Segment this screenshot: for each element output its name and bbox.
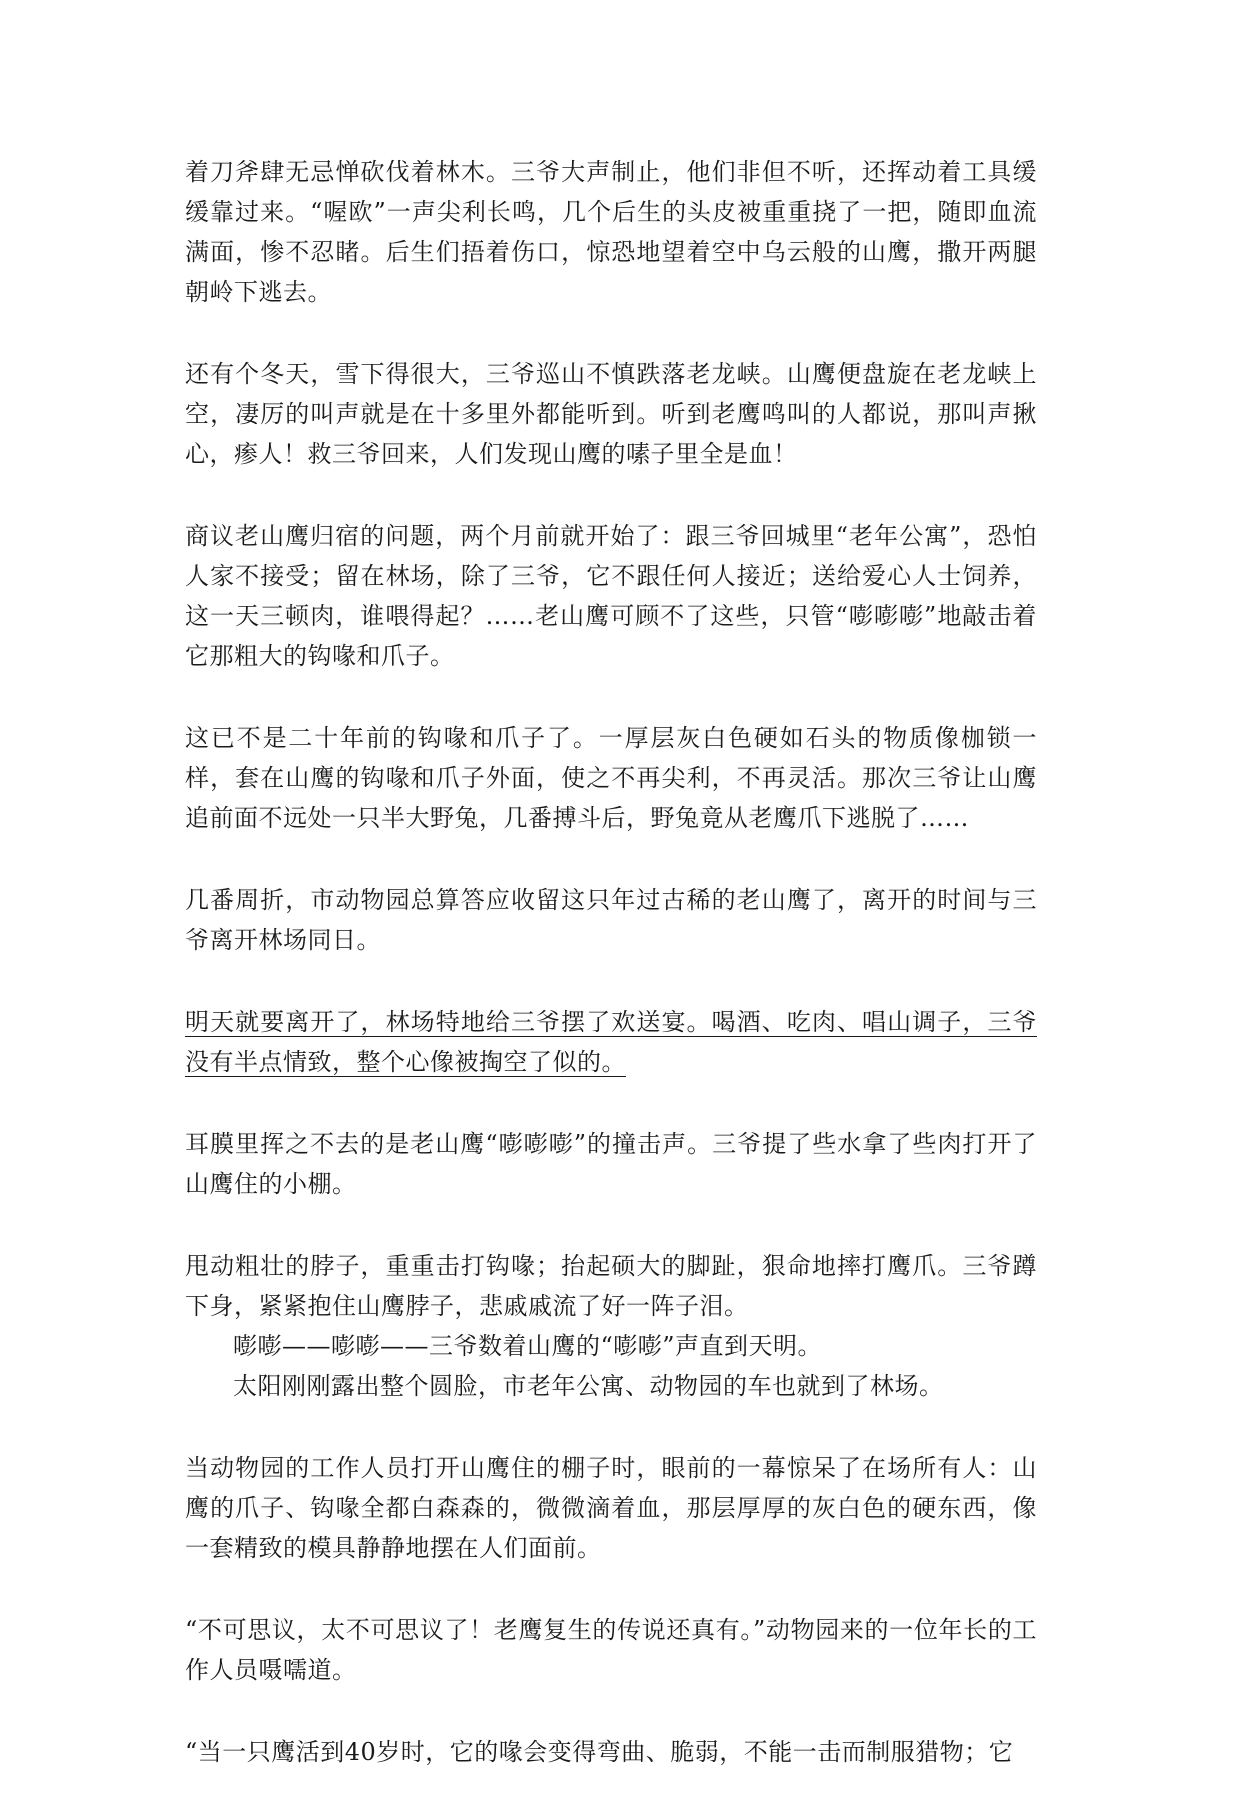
paragraph-shell-removed: 当动物园的工作人员打开山鹰住的棚子时，眼前的一幕惊呆了在场所有人：山鹰的爪子、钩喙全都白森森的，微微滴着血，那层厚厚的灰白色的硬东西，像一套精致的模具静静地摆在人们面前。 bbox=[185, 1454, 1037, 1562]
paragraph-loggers: 着刀斧肆无忌惮砍伐着林木。三爷大声制止，他们非但不听，还挥动着工具缓缓靠过来。“喔欧”一声尖利长鸣，几个后生的头皮被重重挠了一把，随即血流满面，惨不忍睹。后生们捂着伤口，惊恐地望着空中乌云般的山鹰，撒开两腿朝岭下逃去。 bbox=[185, 158, 1037, 306]
paragraph-striking-beak: 甩动粗壮的脖子，重重击打钩喙；抬起硕大的脚趾，狠命地摔打鹰爪。三爷蹲下身，紧紧抱住山鹰脖子，悲戚戚流了好一阵子泪。 bbox=[185, 1252, 1037, 1320]
paragraph-eagle-forty: “当一只鹰活到40岁时，它的喙会变得弯曲、脆弱，不能一击而制服猎物；它 bbox=[185, 1738, 1014, 1766]
paragraph-legend-quote: “不可思议，太不可思议了！老鹰复生的传说还真有。”动物园来的一位年长的工作人员嗫嚅道。 bbox=[185, 1616, 1037, 1684]
paragraph-farewell-banquet: 明天就要离开了，林场特地给三爷摆了欢送宴。喝酒、吃肉、唱山调子，三爷没有半点情致，整个心像被掏空了似的。 bbox=[185, 1008, 1037, 1076]
paragraph-eagle-future: 商议老山鹰归宿的问题，两个月前就开始了：跟三爷回城里“老年公寓”，恐怕人家不接受；留在林场，除了三爷，它不跟任何人接近；送给爱心人士饲养，这一天三顿肉，谁喂得起？……老山鹰可顾不了这些，只管“嘭嘭嘭”地敲击着它那粗大的钩喙和爪子。 bbox=[185, 522, 1037, 670]
paragraph-knocking-sound: 耳膜里挥之不去的是老山鹰“嘭嘭嘭”的撞击声。三爷提了些水拿了些肉打开了山鹰住的小棚。 bbox=[185, 1130, 1037, 1198]
paragraph-sunrise: 太阳刚刚露出整个圆脸，市老年公寓、动物园的车也就到了林场。 bbox=[233, 1372, 944, 1400]
document-body bbox=[185, 152, 1037, 1814]
paragraph-zoo-agreement: 几番周折，市动物园总算答应收留这只年过古稀的老山鹰了，离开的时间与三爷离开林场同日。 bbox=[185, 886, 1037, 954]
paragraph-winter-rescue: 还有个冬天，雪下得很大，三爷巡山不慎跌落老龙峡。山鹰便盘旋在老龙峡上空，凄厉的叫声就是在十多里外都能听到。听到老鹰鸣叫的人都说，那叫声揪心，瘆人！救三爷回来，人们发现山鹰的嗉子里全是血！ bbox=[185, 360, 1037, 468]
paragraph-spacer bbox=[185, 1406, 1037, 1448]
paragraph-counting-till-dawn: 嘭嘭——嘭嘭——三爷数着山鹰的“嘭嘭”声直到天明。 bbox=[233, 1332, 823, 1360]
paragraph-beak-claws: 这已不是二十年前的钩喙和爪子了。一厚层灰白色硬如石头的物质像枷锁一样，套在山鹰的钩喙和爪子外面，使之不再尖利，不再灵活。那次三爷让山鹰追前面不远处一只半大野兔，几番搏斗后，野兔竟从老鹰爪下逃脱了…… bbox=[185, 724, 1037, 832]
